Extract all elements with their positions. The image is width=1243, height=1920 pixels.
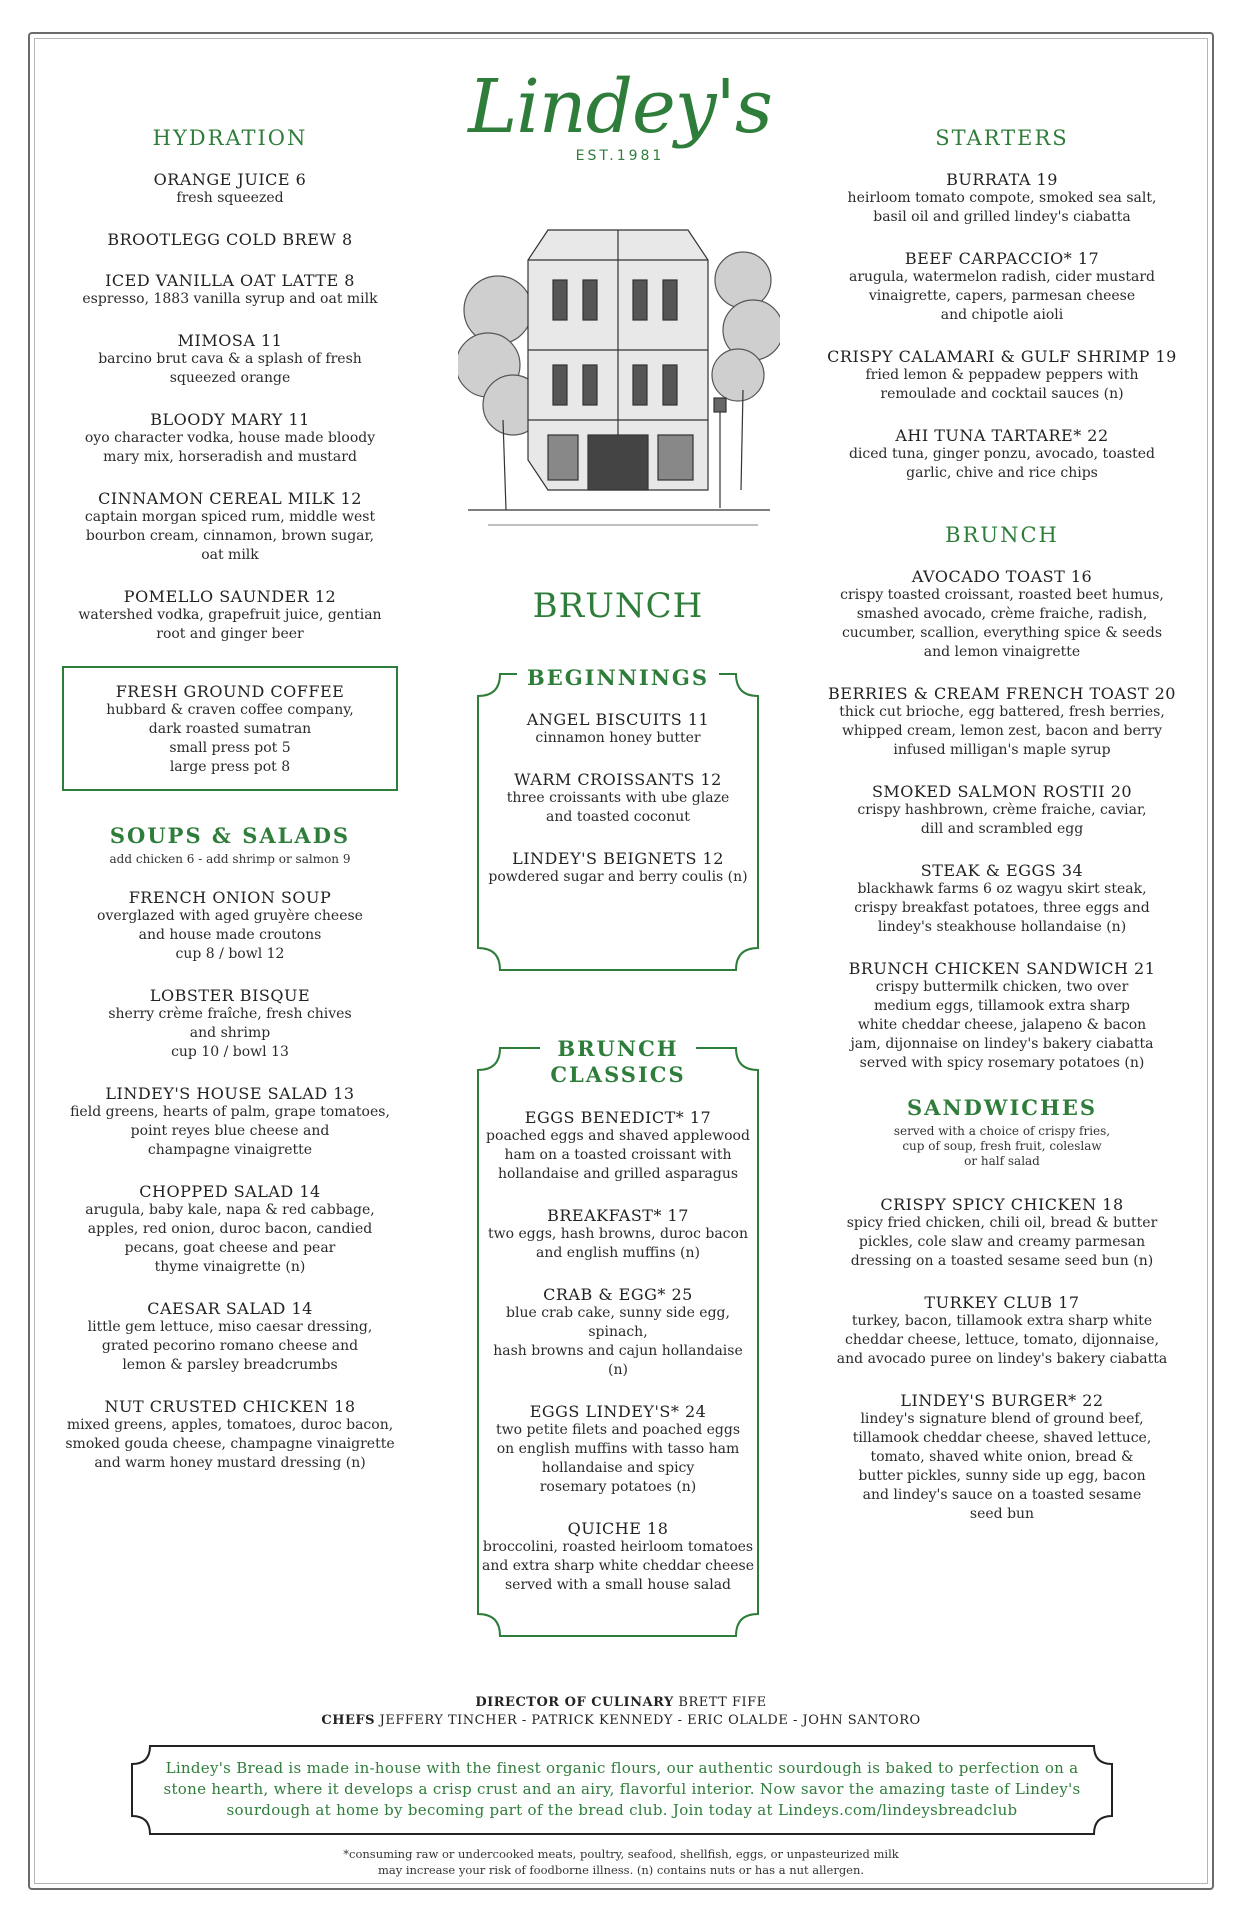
item-description: barcino brut cava & a splash of fresh squeezed orange <box>98 351 362 386</box>
item-description: turkey, bacon, tillamook extra sharp white cheddar cheese, lettuce, tomato, dijonnaise, and avocado puree on lindey's bakery ciabatta <box>836 1313 1168 1367</box>
item-name: NUT CRUSTED CHICKEN 18 <box>104 1397 356 1416</box>
right-column <box>812 126 1192 1546</box>
item-name: LINDEY'S BURGER* 22 <box>900 1391 1104 1410</box>
director-name: BRETT FIFE <box>678 1695 767 1710</box>
coffee-box <box>62 666 398 791</box>
item-name: MIMOSA 11 <box>177 331 283 350</box>
hydration-menu-item <box>48 170 412 208</box>
starters-menu-item <box>812 426 1192 483</box>
item-name: TURKEY CLUB 17 <box>924 1293 1080 1312</box>
beginnings-list <box>482 710 754 887</box>
soups-note: add chicken 6 - add shrimp or salmon 9 <box>109 852 351 866</box>
soups-menu-item <box>48 1397 412 1473</box>
brunch-menu-item <box>812 959 1192 1073</box>
item-description: crispy hashbrown, crème fraiche, caviar, dill and scrambled egg <box>857 802 1147 837</box>
director-line <box>48 1694 1194 1712</box>
item-description: poached eggs and shaved applewood ham on a toasted croissant with hollandaise and grilled asparagus <box>486 1128 750 1182</box>
sandwiches-list <box>812 1195 1192 1524</box>
sandwiches-note: served with a choice of crispy fries, cup of soup, fresh fruit, coleslaw or half salad <box>893 1124 1111 1168</box>
item-name: BERRIES & CREAM FRENCH TOAST 20 <box>828 684 1176 703</box>
starters-menu-item <box>812 347 1192 404</box>
soups-title: SOUPS & SALADS <box>109 823 351 848</box>
item-name: EGGS BENEDICT* 17 <box>524 1108 712 1127</box>
item-description: lindey's signature blend of ground beef, tillamook cheddar cheese, shaved lettuce, tomato, shaved white onion, bread & butter pickles, sunny side up egg, bacon and lindey's sauce on a toasted sesame seed bun <box>852 1411 1152 1522</box>
item-description: overglazed with aged gruyère cheese and house made croutons cup 8 / bowl 12 <box>97 908 363 962</box>
sandwiches-menu-item <box>812 1195 1192 1271</box>
starters-menu-item <box>812 249 1192 325</box>
logo-est: EST.1981 <box>575 148 665 164</box>
brunch-main-title: BRUNCH <box>532 586 704 626</box>
item-name: BURRATA 19 <box>946 170 1058 189</box>
item-name: AHI TUNA TARTARE* 22 <box>895 426 1109 445</box>
beginnings-menu-item <box>482 849 754 887</box>
item-description: fresh squeezed <box>176 190 284 206</box>
sandwiches-title: SANDWICHES <box>907 1095 1097 1120</box>
item-name: BRUNCH CHICKEN SANDWICH 21 <box>848 959 1156 978</box>
item-name: BROOTLEGG COLD BREW 8 <box>107 230 353 249</box>
item-name: ORANGE JUICE 6 <box>153 170 307 189</box>
item-name: SMOKED SALMON ROSTII 20 <box>871 782 1133 801</box>
hydration-menu-item <box>48 410 412 467</box>
item-description: crispy toasted croissant, roasted beet humus, smashed avocado, crème fraiche, radish, cucumber, scallion, everything spice & seeds and lemon vinaigrette <box>840 587 1164 660</box>
soups-menu-item <box>48 1182 412 1277</box>
brunch-menu-item <box>812 684 1192 760</box>
item-description: crispy buttermilk chicken, two over medium eggs, tillamook extra sharp white cheddar cheese, jalapeno & bacon jam, dijonnaise on lindey's bakery ciabatta served with spicy rosemary potatoes (n) <box>850 979 1154 1071</box>
item-name: LOBSTER BISQUE <box>149 986 311 1005</box>
item-description: spicy fried chicken, chili oil, bread & butter pickles, cole slaw and creamy parmesan dressing on a toasted sesame seed bun (n) <box>846 1215 1158 1269</box>
hydration-list <box>48 170 412 644</box>
item-name: WARM CROISSANTS 12 <box>514 770 722 789</box>
item-name: CINNAMON CEREAL MILK 12 <box>98 489 362 508</box>
classics-list <box>482 1108 754 1595</box>
starters-list <box>812 170 1192 483</box>
starters-title: STARTERS <box>935 126 1069 150</box>
item-name: EGGS LINDEY'S* 24 <box>529 1402 707 1421</box>
classics-menu-item <box>482 1519 754 1595</box>
chefs-label: CHEFS <box>321 1713 376 1728</box>
item-description: heirloom tomato compote, smoked sea salt, basil oil and grilled lindey's ciabatta <box>847 190 1157 225</box>
classics-menu-item <box>482 1402 754 1497</box>
item-name: BLOODY MARY 11 <box>150 410 310 429</box>
item-name: CRISPY SPICY CHICKEN 18 <box>880 1195 1124 1214</box>
classics-title <box>540 1036 695 1088</box>
item-name: LINDEY'S BEIGNETS 12 <box>512 849 724 868</box>
classics-menu-item <box>482 1285 754 1380</box>
item-description: arugula, watermelon radish, cider mustard vinaigrette, capers, parmesan cheese and chipotle aioli <box>848 269 1156 323</box>
allergen-disclaimer: *consuming raw or undercooked meats, poultry, seafood, shellfish, eggs, or unpasteurized milk may increase your risk of foodborne illness. (n) contains nuts or has a nut allergen. <box>343 1847 899 1877</box>
beginnings-menu-item <box>482 710 754 748</box>
item-description: blue crab cake, sunny side egg, spinach, hash browns and cajun hollandaise (n) <box>493 1305 743 1378</box>
item-name: LINDEY'S HOUSE SALAD 13 <box>105 1084 355 1103</box>
building-illustration-icon <box>458 190 780 538</box>
item-name: ICED VANILLA OAT LATTE 8 <box>105 271 355 290</box>
bread-club-box <box>130 1744 1114 1836</box>
logo <box>430 62 810 164</box>
item-description: field greens, hearts of palm, grape tomatoes, point reyes blue cheese and champagne vinaigrette <box>70 1104 390 1158</box>
item-description: three croissants with ube glaze and toasted coconut <box>506 790 730 825</box>
hydration-title: HYDRATION <box>152 126 308 150</box>
item-description: oyo character vodka, house made bloody mary mix, horseradish and mustard <box>84 430 376 465</box>
left-column <box>48 126 412 1495</box>
coffee-desc: hubbard & craven coffee company, dark roasted sumatran small press pot 5 large press pot 8 <box>106 702 354 775</box>
starters-menu-item <box>812 170 1192 227</box>
classics-menu-item <box>482 1206 754 1263</box>
item-name: CRISPY CALAMARI & GULF SHRIMP 19 <box>827 347 1177 366</box>
classics-menu-item <box>482 1108 754 1184</box>
credits <box>48 1694 1194 1730</box>
soups-list <box>48 888 412 1473</box>
classics-panel <box>452 1036 784 1640</box>
item-name: CAESAR SALAD 14 <box>147 1299 313 1318</box>
item-name: POMELLO SAUNDER 12 <box>123 587 337 606</box>
item-description: fried lemon & peppadew peppers with remoulade and cocktail sauces (n) <box>865 367 1139 402</box>
item-description: thick cut brioche, egg battered, fresh berries, whipped cream, lemon zest, bacon and berry infused milligan's maple syrup <box>839 704 1165 758</box>
soups-menu-item <box>48 888 412 964</box>
classics-title-line1: BRUNCH <box>557 1036 679 1061</box>
chefs-line <box>48 1712 1194 1730</box>
hydration-menu-item <box>48 587 412 644</box>
brunch-menu-item <box>812 567 1192 662</box>
brunch-title: BRUNCH <box>945 523 1059 547</box>
item-description: diced tuna, ginger ponzu, avocado, toasted garlic, chive and rice chips <box>848 446 1156 481</box>
item-description: two eggs, hash browns, duroc bacon and english muffins (n) <box>488 1226 748 1261</box>
item-description: two petite filets and poached eggs on english muffins with tasso ham hollandaise and spicy rosemary potatoes (n) <box>495 1422 741 1495</box>
beginnings-title: BEGINNINGS <box>517 665 719 690</box>
item-name: AVOCADO TOAST 16 <box>911 567 1093 586</box>
item-description: sherry crème fraîche, fresh chives and shrimp cup 10 / bowl 13 <box>108 1006 352 1060</box>
item-description: blackhawk farms 6 oz wagyu skirt steak, crispy breakfast potatoes, three eggs and lindey's steakhouse hollandaise (n) <box>854 881 1150 935</box>
beginnings-menu-item <box>482 770 754 827</box>
hydration-menu-item <box>48 230 412 249</box>
hydration-menu-item <box>48 271 412 309</box>
director-label: DIRECTOR OF CULINARY <box>475 1695 674 1710</box>
logo-wordmark: Lindey's <box>468 64 772 150</box>
sandwiches-menu-item <box>812 1293 1192 1369</box>
sandwiches-menu-item <box>812 1391 1192 1524</box>
brunch-list <box>812 567 1192 1073</box>
item-description: watershed vodka, grapefruit juice, gentian root and ginger beer <box>78 607 382 642</box>
item-description: broccolini, roasted heirloom tomatoes and extra sharp white cheddar cheese served with a small house salad <box>482 1539 755 1593</box>
item-name: ANGEL BISCUITS 11 <box>526 710 710 729</box>
item-name: STEAK & EGGS 34 <box>920 861 1084 880</box>
item-name: CRAB & EGG* 25 <box>543 1285 693 1304</box>
brunch-menu-item <box>812 782 1192 839</box>
item-name: QUICHE 18 <box>567 1519 669 1538</box>
beginnings-panel <box>452 665 784 974</box>
soups-menu-item <box>48 1299 412 1375</box>
item-name: BREAKFAST* 17 <box>547 1206 689 1225</box>
item-name: FRENCH ONION SOUP <box>128 888 332 907</box>
item-name: CHOPPED SALAD 14 <box>139 1182 321 1201</box>
classics-title-line2: CLASSICS <box>550 1062 686 1087</box>
coffee-name: FRESH GROUND COFFEE <box>115 682 345 701</box>
item-description: powdered sugar and berry coulis (n) <box>488 869 748 885</box>
item-description: cinnamon honey butter <box>535 730 701 746</box>
item-description: espresso, 1883 vanilla syrup and oat milk <box>82 291 378 307</box>
item-description: captain morgan spiced rum, middle west bourbon cream, cinnamon, brown sugar, oat milk <box>84 509 376 563</box>
brunch-menu-item <box>812 861 1192 937</box>
item-description: little gem lettuce, miso caesar dressing, grated pecorino romano cheese and lemon & parsley breadcrumbs <box>87 1319 373 1373</box>
bread-club-text: Lindey's Bread is made in-house with the finest organic flours, our authentic sourdough is baked to perfection on a stone hearth, where it develops a crisp crust and an airy, flavorful interior. Now savor the amazing taste of Lindey's sourdough at home by becoming part of the bread club. Join today at Lindeys.com/lindeysbreadclub <box>163 1759 1081 1819</box>
item-description: mixed greens, apples, tomatoes, duroc bacon, smoked gouda cheese, champagne vinaigrette and warm honey mustard dressing (n) <box>65 1417 395 1471</box>
chefs-names: JEFFERY TINCHER - PATRICK KENNEDY - ERIC OLALDE - JOHN SANTORO <box>379 1713 921 1728</box>
item-name: BEEF CARPACCIO* 17 <box>904 249 1100 268</box>
soups-menu-item <box>48 986 412 1062</box>
item-description: arugula, baby kale, napa & red cabbage, apples, red onion, duroc bacon, candied pecans, goat cheese and pear thyme vinaigrette (n) <box>85 1202 375 1275</box>
soups-menu-item <box>48 1084 412 1160</box>
hydration-menu-item <box>48 489 412 565</box>
hydration-menu-item <box>48 331 412 388</box>
